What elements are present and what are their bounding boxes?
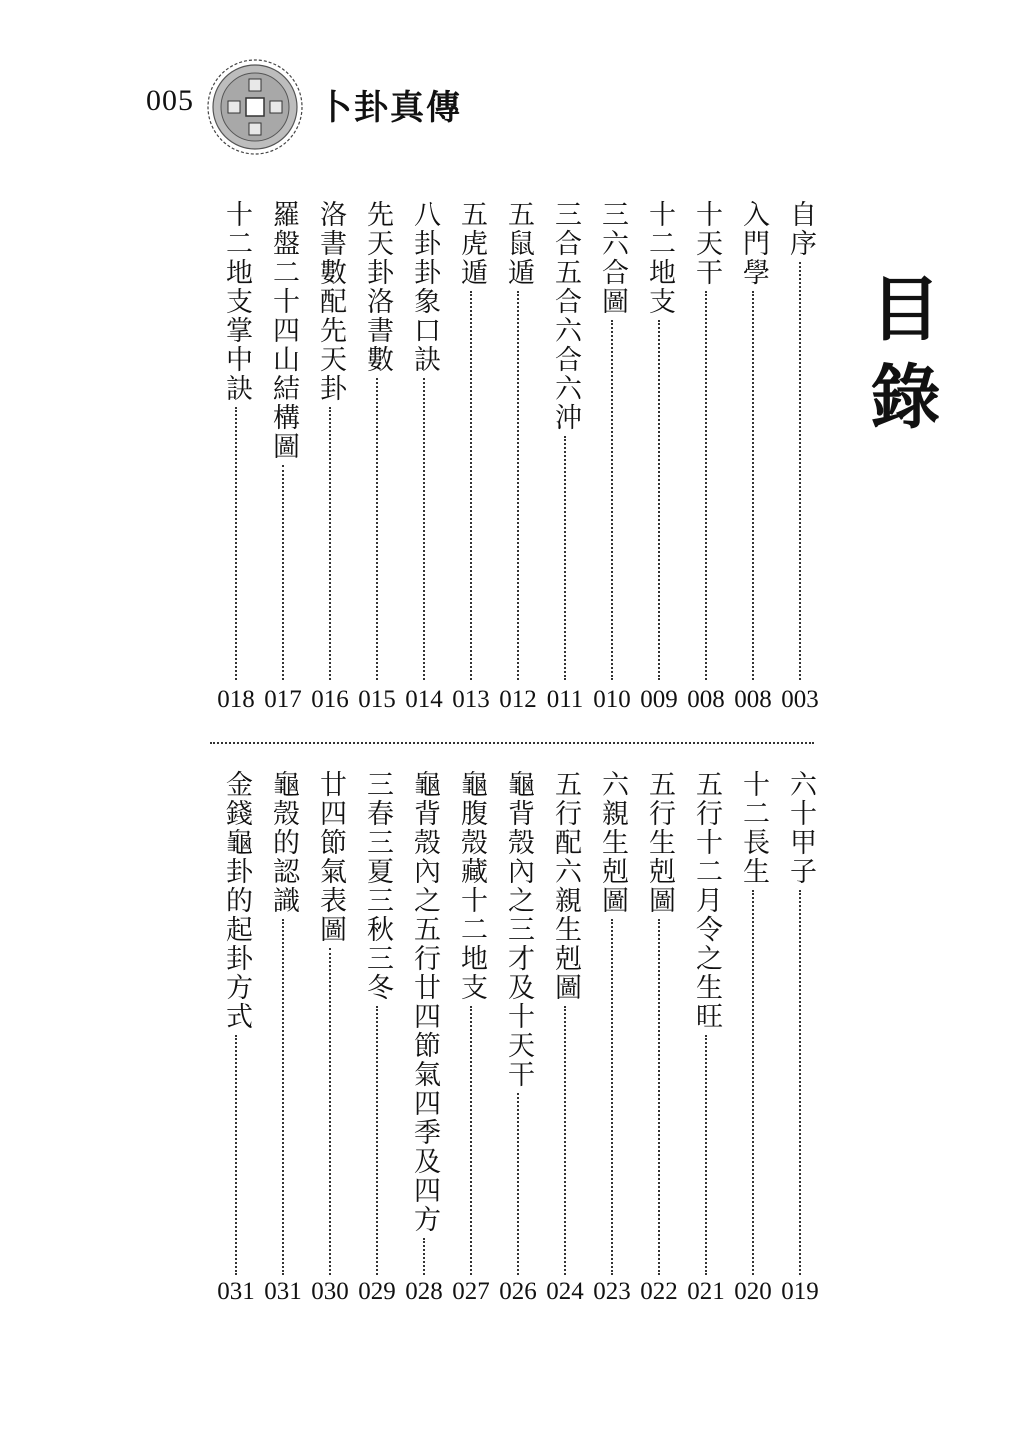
entry-title: 五鼠遁 xyxy=(503,200,534,287)
toc-entry[interactable] xyxy=(778,200,822,720)
entry-page: 026 xyxy=(499,1278,537,1305)
entry-title: 五行十二月令之生旺 xyxy=(691,770,722,1031)
entry-title: 先天卦洛書數 xyxy=(362,200,393,374)
dot-leader xyxy=(329,407,331,680)
section-divider xyxy=(210,742,814,744)
entry-page: 011 xyxy=(546,686,584,713)
dot-leader xyxy=(423,1238,425,1275)
toc-entry[interactable] xyxy=(214,770,258,1320)
entry-page: 012 xyxy=(499,686,537,713)
entry-page: 031 xyxy=(264,1278,302,1305)
entry-page: 015 xyxy=(358,686,396,713)
toc-heading: 目錄 xyxy=(859,272,941,448)
entry-title: 六親生剋圖 xyxy=(597,770,628,915)
dot-leader xyxy=(282,919,284,1275)
entry-page: 020 xyxy=(734,1278,772,1305)
entry-page: 022 xyxy=(640,1278,678,1305)
entry-title: 十二長生 xyxy=(738,770,769,886)
toc-entry[interactable] xyxy=(590,770,634,1320)
entry-page: 019 xyxy=(781,1278,819,1305)
entry-title: 十二地支掌中訣 xyxy=(221,200,252,403)
dot-leader xyxy=(705,291,707,680)
dot-leader xyxy=(517,291,519,680)
entry-title: 五行生剋圖 xyxy=(644,770,675,915)
dot-leader xyxy=(376,378,378,680)
entry-title: 五虎遁 xyxy=(456,200,487,287)
toc-entry[interactable] xyxy=(214,200,258,720)
page-number: 005 xyxy=(146,84,194,117)
toc-entry[interactable] xyxy=(731,200,775,720)
entry-page: 031 xyxy=(217,1278,255,1305)
entry-page: 016 xyxy=(311,686,349,713)
entry-title: 廿四節氣表圖 xyxy=(315,770,346,944)
entry-title: 十二地支 xyxy=(644,200,675,316)
toc-entry[interactable] xyxy=(590,200,634,720)
dot-leader xyxy=(470,291,472,680)
entry-title: 龜殼的認識 xyxy=(268,770,299,915)
dot-leader xyxy=(235,1035,237,1275)
dot-leader xyxy=(564,436,566,680)
entry-page: 028 xyxy=(405,1278,443,1305)
toc-entry[interactable] xyxy=(543,200,587,720)
toc-section-2 xyxy=(210,770,822,1320)
dot-leader xyxy=(752,291,754,680)
toc-entry[interactable] xyxy=(355,200,399,720)
entry-page: 027 xyxy=(452,1278,490,1305)
entry-page: 030 xyxy=(311,1278,349,1305)
entry-page: 013 xyxy=(452,686,490,713)
entry-page: 018 xyxy=(217,686,255,713)
dot-leader xyxy=(282,465,284,680)
toc-entry[interactable] xyxy=(684,200,728,720)
dot-leader xyxy=(564,1006,566,1275)
dot-leader xyxy=(658,320,660,680)
entry-title: 三六合圖 xyxy=(597,200,628,316)
entry-page: 008 xyxy=(687,686,725,713)
dot-leader xyxy=(611,320,613,680)
dot-leader xyxy=(376,1006,378,1275)
dot-leader xyxy=(799,262,801,680)
entry-page: 003 xyxy=(781,686,819,713)
page-header xyxy=(0,0,1018,170)
entry-title: 八卦卦象口訣 xyxy=(409,200,440,374)
entry-page: 024 xyxy=(546,1278,584,1305)
toc-entry[interactable] xyxy=(449,200,493,720)
entry-page: 023 xyxy=(593,1278,631,1305)
toc-entry[interactable] xyxy=(731,770,775,1320)
entry-page: 009 xyxy=(640,686,678,713)
dot-leader xyxy=(705,1035,707,1275)
dot-leader xyxy=(658,919,660,1275)
entry-page: 017 xyxy=(264,686,302,713)
toc-entry[interactable] xyxy=(355,770,399,1320)
toc-entry[interactable] xyxy=(261,770,305,1320)
entry-title: 龜背殼內之五行廿四節氣四季及四方 xyxy=(409,770,440,1234)
entry-title: 金錢龜卦的起卦方式 xyxy=(221,770,252,1031)
toc-entry[interactable] xyxy=(402,200,446,720)
dot-leader xyxy=(752,890,754,1275)
toc-section-1 xyxy=(210,200,822,720)
dot-leader xyxy=(423,378,425,680)
book-title: 卜卦真傳 xyxy=(318,88,462,128)
ancient-coin-icon xyxy=(206,58,304,156)
entry-page: 021 xyxy=(687,1278,725,1305)
entry-page: 014 xyxy=(405,686,443,713)
toc-entry[interactable] xyxy=(496,200,540,720)
toc-entry[interactable] xyxy=(543,770,587,1320)
entry-title: 六十甲子 xyxy=(785,770,816,886)
toc-entry[interactable] xyxy=(308,770,352,1320)
entry-title: 五行配六親生剋圖 xyxy=(550,770,581,1002)
entry-title: 三春三夏三秋三冬 xyxy=(362,770,393,1002)
dot-leader xyxy=(329,948,331,1275)
entry-title: 龜背殼內之三才及十天干 xyxy=(503,770,534,1089)
toc-entry[interactable] xyxy=(402,770,446,1320)
toc-entry[interactable] xyxy=(684,770,728,1320)
entry-title: 三合五合六合六沖 xyxy=(550,200,581,432)
entry-page: 010 xyxy=(593,686,631,713)
dot-leader xyxy=(799,890,801,1275)
entry-page: 008 xyxy=(734,686,772,713)
dot-leader xyxy=(517,1093,519,1275)
dot-leader xyxy=(235,407,237,680)
dot-leader xyxy=(611,919,613,1275)
entry-title: 自序 xyxy=(785,200,816,258)
dot-leader xyxy=(470,1006,472,1275)
toc-entry[interactable] xyxy=(308,200,352,720)
toc-entry[interactable] xyxy=(449,770,493,1320)
entry-title: 洛書數配先天卦 xyxy=(315,200,346,403)
toc-entry[interactable] xyxy=(261,200,305,720)
entry-title: 十天干 xyxy=(691,200,722,287)
entry-title: 龜腹殼藏十二地支 xyxy=(456,770,487,1002)
toc-entry[interactable] xyxy=(496,770,540,1320)
toc-entry[interactable] xyxy=(637,200,681,720)
entry-title: 羅盤二十四山結構圖 xyxy=(268,200,299,461)
toc-entry[interactable] xyxy=(778,770,822,1320)
toc-entry[interactable] xyxy=(637,770,681,1320)
entry-title: 入門學 xyxy=(738,200,769,287)
entry-page: 029 xyxy=(358,1278,396,1305)
